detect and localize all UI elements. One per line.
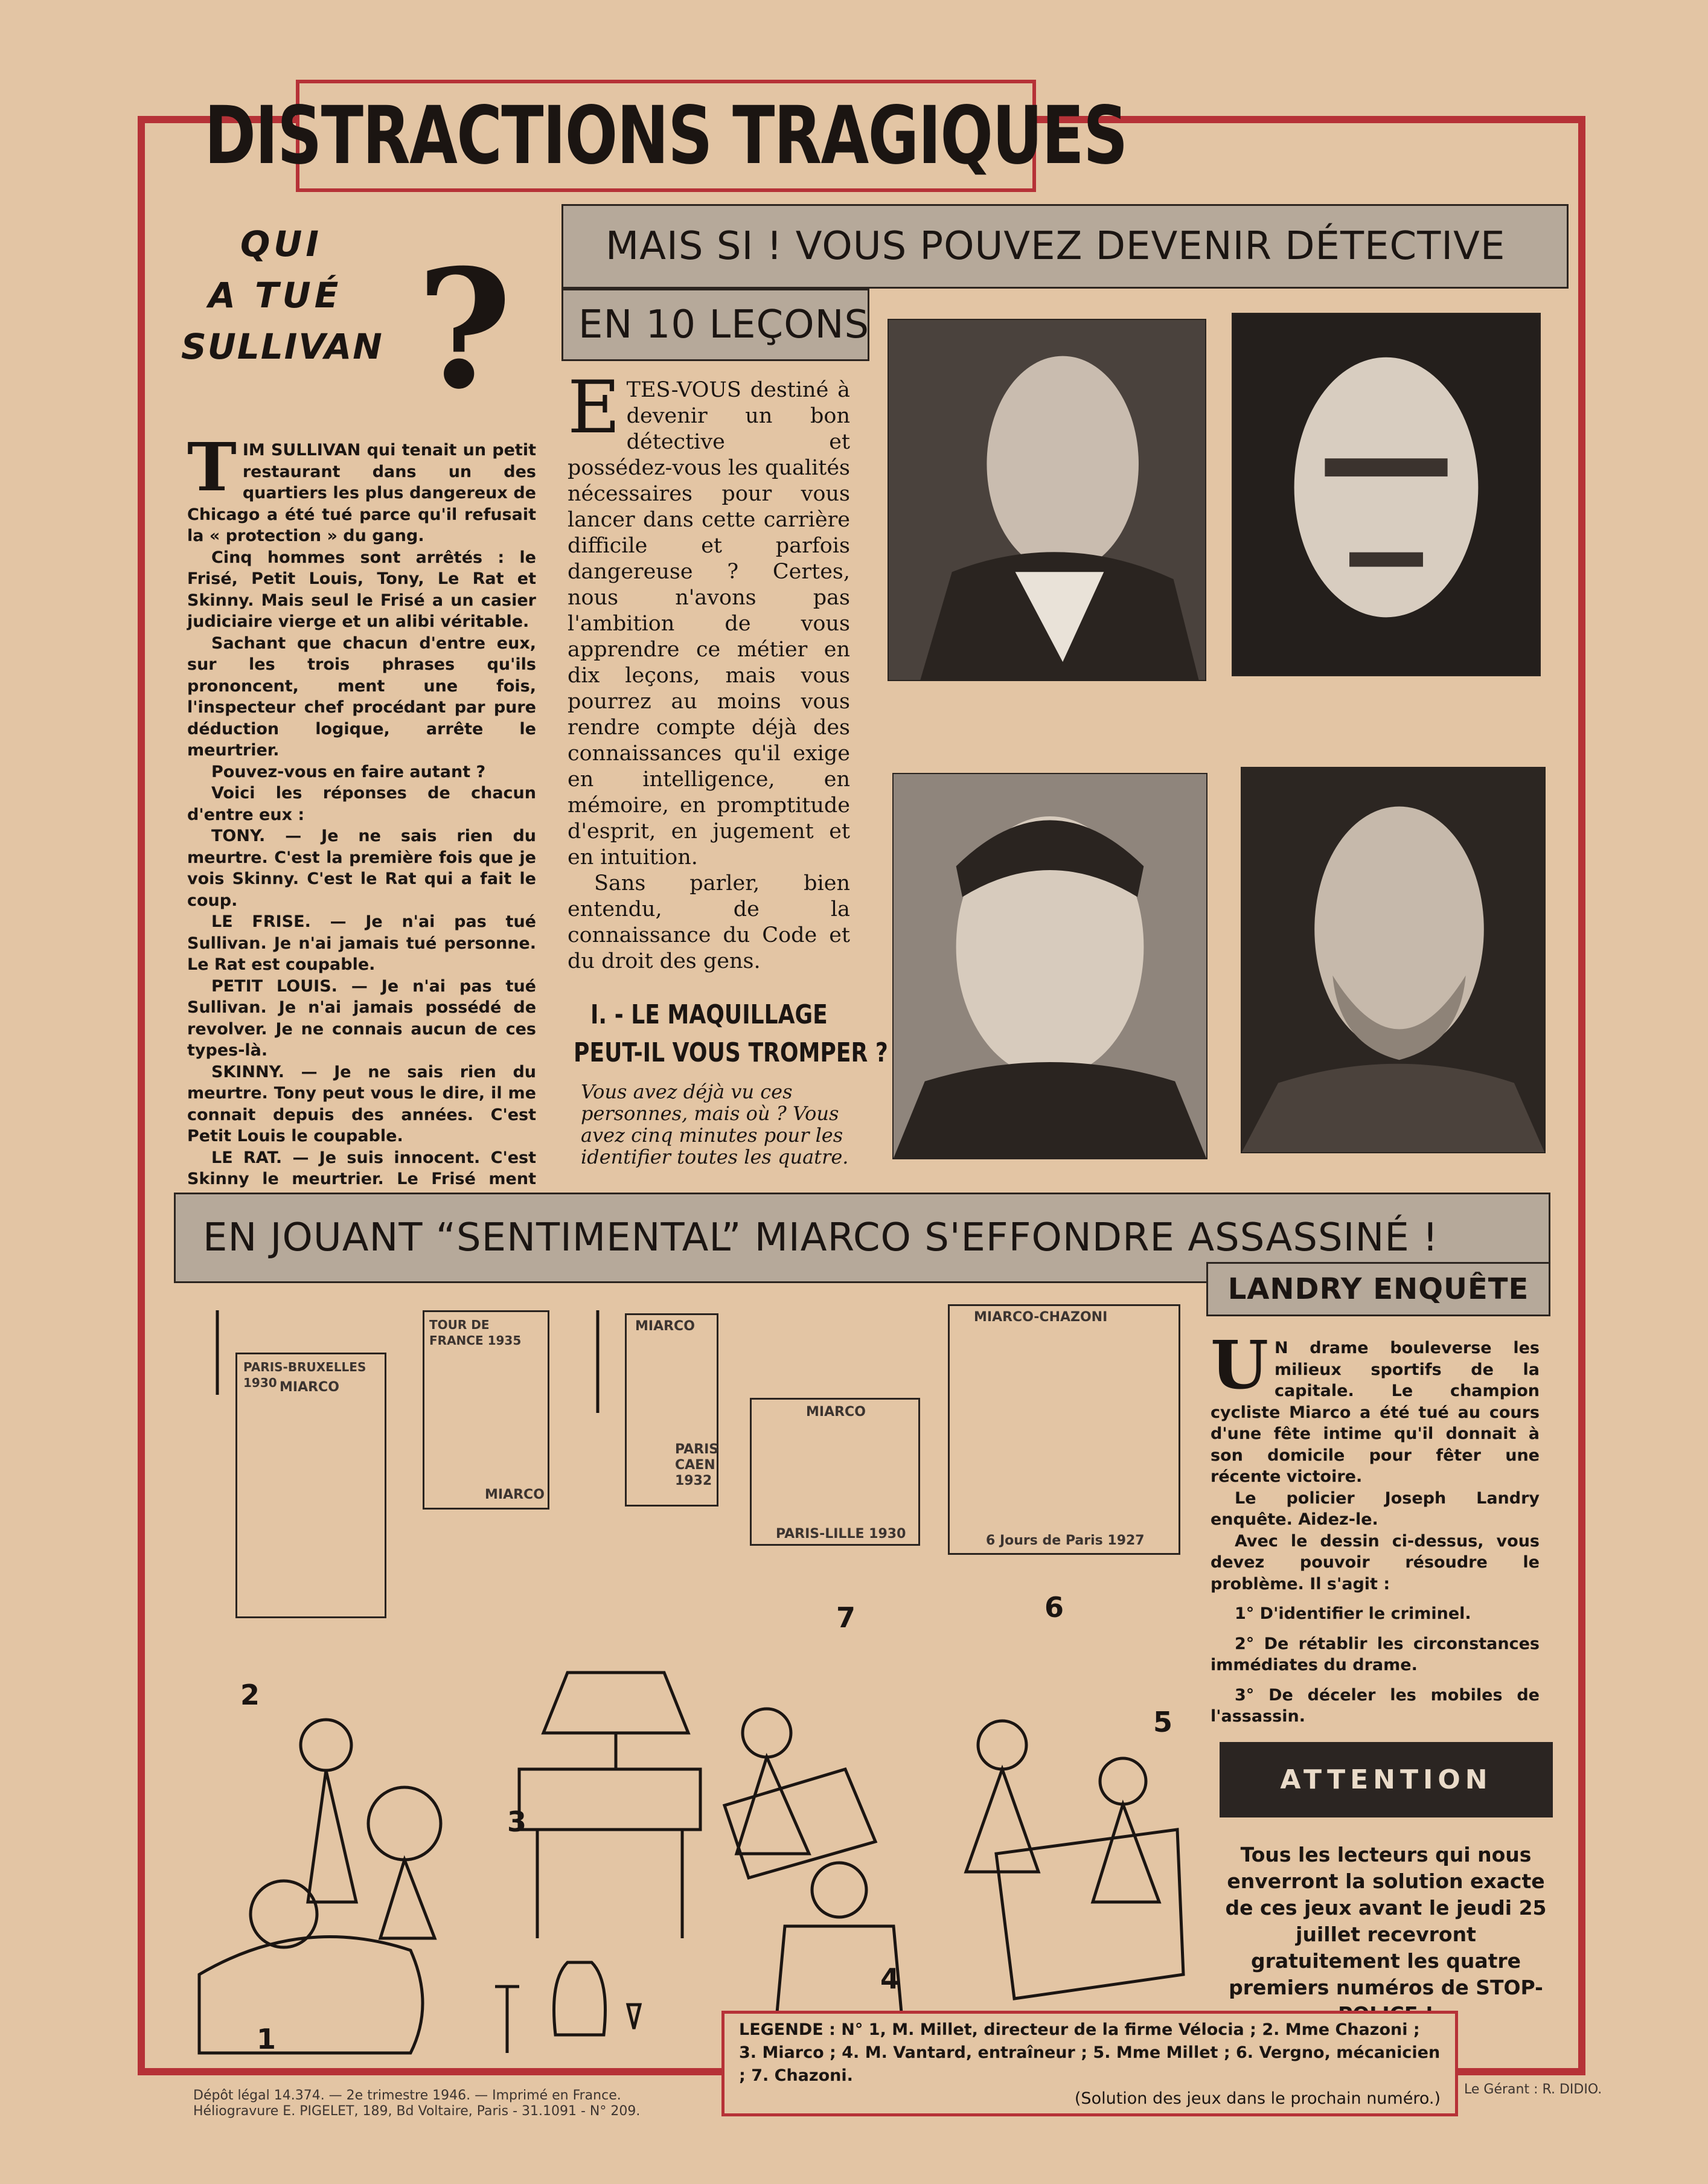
figure-number-3: 3 — [507, 1805, 527, 1838]
footer-line-1: Dépôt légal 14.374. — 2e trimestre 1946. — Imprimé en France. — [193, 2088, 621, 2103]
sullivan-paragraph-1: TIM SULLIVAN qui tenait un petit restaurant dans un des quartiers les plus dangereux de Chicago a été tué parce qu'il refusait la « protection » du gang. — [187, 428, 536, 545]
dropcap-u: U — [1211, 1326, 1268, 1404]
answer-skinny: SKINNY. — Je ne sais rien du meurtre. Tony peut vous le dire, il me connait depuis des années. C'est Petit Louis le coupable. — [187, 1062, 536, 1145]
portrait-photo-1 — [888, 319, 1206, 681]
poster-tour-de-france — [423, 1310, 549, 1510]
dropcap-e: E — [568, 366, 621, 450]
detective-paragraph-2: Sans parler, bien entendu, de la connaissance du Code et du droit des gens. — [568, 871, 850, 973]
miarco-paragraph-3: Avec le dessin ci-dessus, vous devez pouvoir résoudre le problème. Il s'agit : — [1211, 1531, 1540, 1593]
poster-paris-caen — [625, 1313, 718, 1507]
murder-scene-illustration — [181, 1310, 1201, 2059]
poster-5-sub: 6 Jours de Paris 1927 — [986, 1533, 1145, 1548]
figure-number-2: 2 — [240, 1679, 260, 1711]
legend-box — [721, 2011, 1458, 2116]
attention-box — [1220, 1742, 1553, 1817]
detective-subtext: Vous avez déjà vu ces personnes, mais où ? Vous avez cinq minutes pour les identifier toutes les quatre. — [581, 1080, 849, 1168]
poster-paris-lille — [750, 1398, 920, 1546]
answer-petit-louis: PETIT LOUIS. — Je n'ai pas tué Sullivan. Je n'ai jamais possédé de revolver. Je ne connais aucun de ces types-là. — [187, 976, 536, 1060]
portrait-photo-4 — [1241, 767, 1546, 1153]
subhead-tromper: PEUT-IL VOUS TROMPER ? — [574, 1037, 888, 1068]
footer-imprint — [193, 2088, 712, 2119]
task-2: 2° De rétablir les circonstances immédiates du drame. — [1211, 1634, 1540, 1674]
landry-banner-text: LANDRY ENQUÊTE — [1227, 1272, 1529, 1306]
poster-3-top: MIARCO — [635, 1319, 695, 1334]
subhead-maquillage: I. - LE MAQUILLAGE — [590, 999, 828, 1030]
detective-banner-line-1: MAIS SI ! VOUS POUVEZ DEVENIR DÉTECTIVE — [606, 224, 1506, 269]
figure-number-4: 4 — [880, 1962, 900, 1995]
page-title-box — [204, 80, 1128, 192]
miarco-paragraph-1: U N drame bouleverse les milieux sportifs de la capitale. Le champion cycliste Miarco a été tué au cours d'une fête intime qu'il donnait à son domicile pour fêter une récente victoire. — [1211, 1326, 1540, 1486]
figure-number-7: 7 — [836, 1601, 856, 1634]
landry-banner — [1206, 1262, 1550, 1316]
detective-article — [568, 366, 850, 975]
footer-line-2: Héliogravure E. PIGELET, 189, Bd Voltaire, Paris - 31.1091 - N° 209. — [193, 2104, 641, 2119]
attention-label: ATTENTION — [1280, 1764, 1492, 1795]
poster-2-top: TOUR DE FRANCE 1935 — [429, 1318, 522, 1348]
legend-text: LEGENDE : N° 1, M. Millet, directeur de la firme Vélocia ; 2. Mme Chazoni ; 3. Miarco ; 4. M. Vantard, entraîneur ; 5. Mme Millet ; 6. Vergno, mécanicien ; 7. Chazoni. — [739, 2020, 1441, 2085]
page-title: DISTRACTIONS TRAGIQUES — [204, 89, 1128, 182]
question-mark: ? — [417, 233, 513, 425]
answer-tony: TONY. — Je ne sais rien du meurtre. C'est la première fois que je vois Skinny. C'est le Rat qui a fait le coup. — [187, 827, 536, 910]
poster-6-jours — [948, 1304, 1180, 1555]
solution-note: (Solution des jeux dans le prochain numéro.) — [1074, 2089, 1441, 2108]
poster-2-sub: MIARCO — [485, 1487, 545, 1502]
portrait-photo-2 — [1232, 313, 1541, 676]
poster-1-top: PARIS-BRUXELLES 1930 — [243, 1360, 366, 1390]
detective-banner — [561, 204, 1569, 289]
figure-number-6: 6 — [1044, 1591, 1064, 1624]
dropcap-t: T — [187, 428, 237, 506]
answer-le-frise: LE FRISE. — Je n'ai pas tué Sullivan. Je n'ai jamais tué personne. Le Rat est coupable. — [187, 912, 536, 974]
task-1: 1° D'identifier le criminel. — [1235, 1604, 1471, 1623]
portrait-photo-3 — [892, 773, 1207, 1159]
sullivan-paragraph-3: Sachant que chacun d'entre eux, sur les trois phrases qu'ils prononcent, ment une fois, l'inspecteur chef procédant par pure déduction logique, arrête le meurtrier. — [187, 633, 536, 760]
sullivan-article — [187, 428, 536, 1211]
poster-5-top: MIARCO-CHAZONI — [974, 1310, 1108, 1325]
poster-4-top: MIARCO — [806, 1404, 866, 1420]
figure-number-1: 1 — [257, 2023, 277, 2055]
sullivan-paragraph-2: Cinq hommes sont arrêtés : le Frisé, Petit Louis, Tony, Le Rat et Skinny. Mais seul le Frisé a un casier judiciaire vierge et un alibi véritable. — [187, 548, 536, 631]
poster-1-sub: MIARCO — [280, 1380, 339, 1395]
task-3: 3° De déceler les mobiles de l'assassin. — [1211, 1685, 1540, 1726]
miarco-article — [1211, 1326, 1540, 1728]
answer-le-rat: LE RAT. — Je suis innocent. C'est Skinny le meurtrier. Le Frisé ment — [187, 1148, 536, 1188]
detective-banner-line-2: EN 10 LEÇONS — [578, 303, 870, 347]
poster-3-sub: PARIS CAEN 1932 — [675, 1442, 719, 1488]
headline-sullivan: SULLIVAN — [181, 326, 383, 367]
detective-banner-2 — [561, 289, 869, 361]
headline-qui: QUI — [240, 223, 322, 264]
poster-paris-bruxelles — [235, 1353, 386, 1618]
miarco-banner-text: EN JOUANT “SENTIMENTAL” MIARCO S'EFFONDRE ASSASSINÉ ! — [203, 1215, 1439, 1260]
miarco-paragraph-2: Le policier Joseph Landry enquête. Aidez-le. — [1211, 1488, 1540, 1529]
poster-4-sub: PARIS-LILLE 1930 — [776, 1526, 906, 1542]
attention-text: Tous les lecteurs qui nous enverront la solution exacte de ces jeux avant le jeudi 25 juillet recevront gratuitement les quatre premiers numéros de STOP- — [1225, 1843, 1547, 1999]
detective-paragraph-1: ETES-VOUS destiné à devenir un bon détective et possédez-vous les qualités nécessaires pour vous lancer dans cette carrière difficile et parfois dangereuse ? Certes, nous n'avons pas l'ambition de vous apprendre ce métier en dix leçons, mais vous pourrez au moins vous rendre compte déjà des connaissances qu'il exige en intelligence, en mémoire, en promptitude d'esprit, en jugement et en intuition. — [568, 366, 850, 869]
headline-a-tue: A TUÉ — [208, 275, 342, 316]
sullivan-paragraph-5: Voici les réponses de chacun d'entre eux : — [187, 784, 536, 824]
sullivan-paragraph-4: Pouvez-vous en faire autant ? — [211, 762, 486, 781]
footer-gerant: Le Gérant : R. DIDIO. — [1464, 2082, 1602, 2097]
figure-number-5: 5 — [1153, 1706, 1173, 1738]
